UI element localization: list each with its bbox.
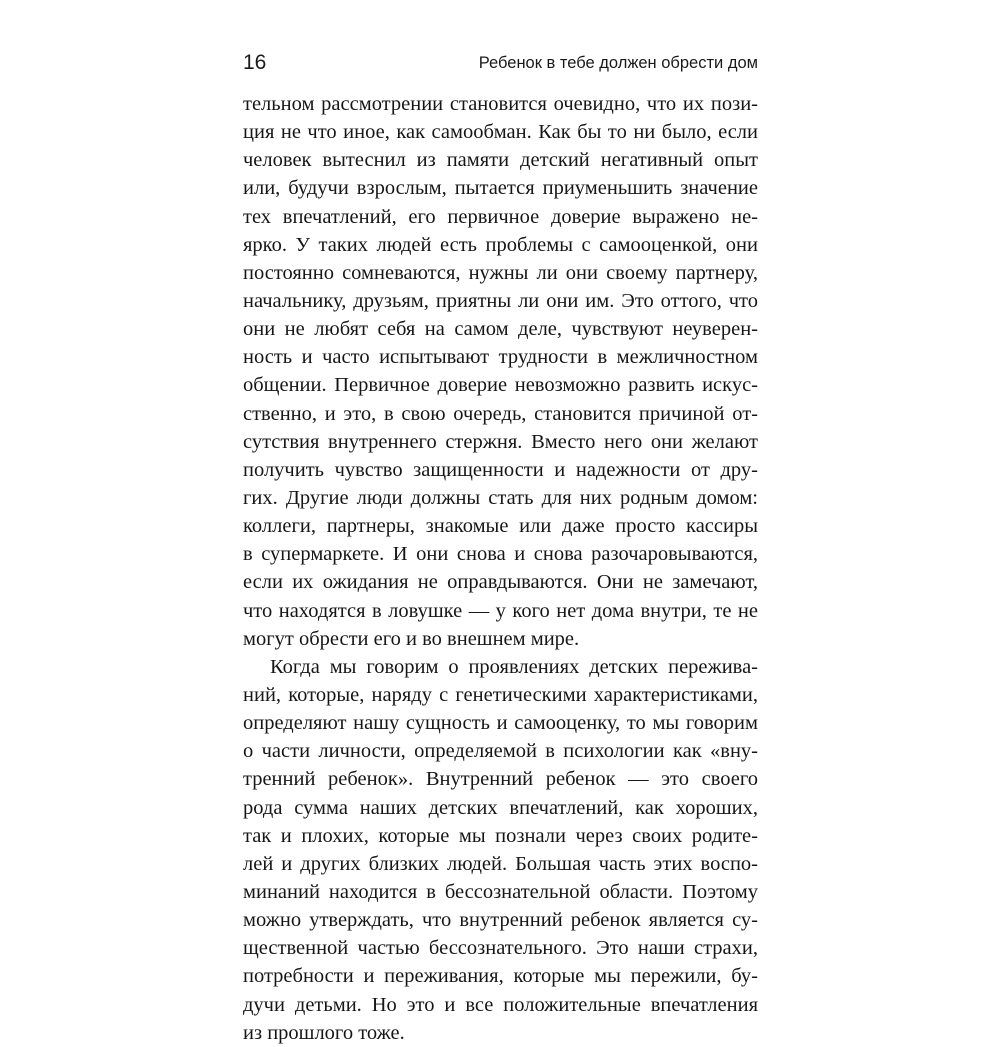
text-line: так и плохих, которые мы познали через своих родите-: [243, 824, 758, 847]
text-line: коллеги, партнеры, знакомые или даже просто кассиры: [243, 515, 758, 538]
text-line: сутствия внутреннего стержня. Вместо него они желают: [243, 430, 758, 453]
text-line: тельном рассмотрении становится очевидно, что их пози-: [243, 93, 758, 115]
text-line: общении. Первичное доверие невозможно развить искус-: [243, 374, 758, 397]
page-number: 16: [243, 51, 267, 74]
text-line: можно утверждать, что внутренний ребенок является су-: [243, 909, 758, 932]
paragraph-2: [243, 653, 758, 1047]
text-line: тренний ребенок». Внутренний ребенок — это своего: [243, 768, 758, 791]
text-line: получить чувство защищенности и надежности от дру-: [243, 458, 758, 481]
text-line: ярко. У таких людей есть проблемы с самооценкой, они: [243, 233, 758, 256]
text-line: что находятся в ловушке — у кого нет дома внутри, те не: [243, 599, 758, 622]
text-line: человек вытеснил из памяти детский негативный опыт: [243, 149, 758, 172]
text-line: дучи детьми. Но это и все положительные впечатления: [243, 993, 758, 1016]
text-line: постоянно сомневаются, нужны ли они своему партнеру,: [243, 261, 758, 284]
running-title: Ребенок в тебе должен обрести дом: [478, 54, 758, 72]
text-line: они не любят себя на самом деле, чувствуют неуверен-: [243, 318, 758, 341]
text-line: потребности и переживания, которые мы пережили, бу-: [243, 965, 758, 988]
text-line: в супермаркете. И они снова и снова разочаровываются,: [243, 543, 758, 566]
text-line: могут обрести его и во внешнем мире.: [243, 627, 580, 650]
text-line: начальнику, друзьям, приятны ли они им. Это оттого, что: [243, 289, 758, 312]
text-line: из прошлого тоже.: [243, 1021, 405, 1044]
text-line: ний, которые, наряду с генетическими характеристиками,: [243, 683, 758, 706]
text-line: Когда мы говорим о проявлениях детских пережива-: [270, 655, 758, 678]
text-line: тех впечатлений, его первичное доверие выражено не-: [243, 205, 758, 228]
text-line: или, будучи взрослым, пытается приуменьшить значение: [243, 177, 758, 200]
running-head: [243, 46, 758, 80]
text-line: рода сумма наших детских впечатлений, как хороших,: [243, 796, 758, 819]
text-line: ность и часто испытывают трудности в межличностном: [243, 346, 758, 369]
text-line: если их ожидания не оправдываются. Они не замечают,: [243, 571, 758, 594]
text-line: минаний находится в бессознательной области. Поэтому: [243, 880, 758, 903]
text-line: о части личности, определяемой в психологии как «вну-: [243, 740, 758, 763]
text-line: ция не что иное, как самообман. Как бы то ни было, если: [243, 121, 758, 144]
text-line: определяют нашу сущность и самооценку, то мы говорим: [243, 712, 758, 735]
body-text: [243, 90, 758, 1047]
paragraph-1: [243, 90, 758, 653]
text-line: лей и других близких людей. Большая часть этих воспо-: [243, 852, 758, 875]
text-line: гих. Другие люди должны стать для них родным домом:: [243, 486, 758, 509]
text-line: щественной частью бессознательного. Это наши страхи,: [243, 937, 758, 960]
text-line: ственно, и это, в свою очередь, становится причиной от-: [243, 402, 758, 425]
